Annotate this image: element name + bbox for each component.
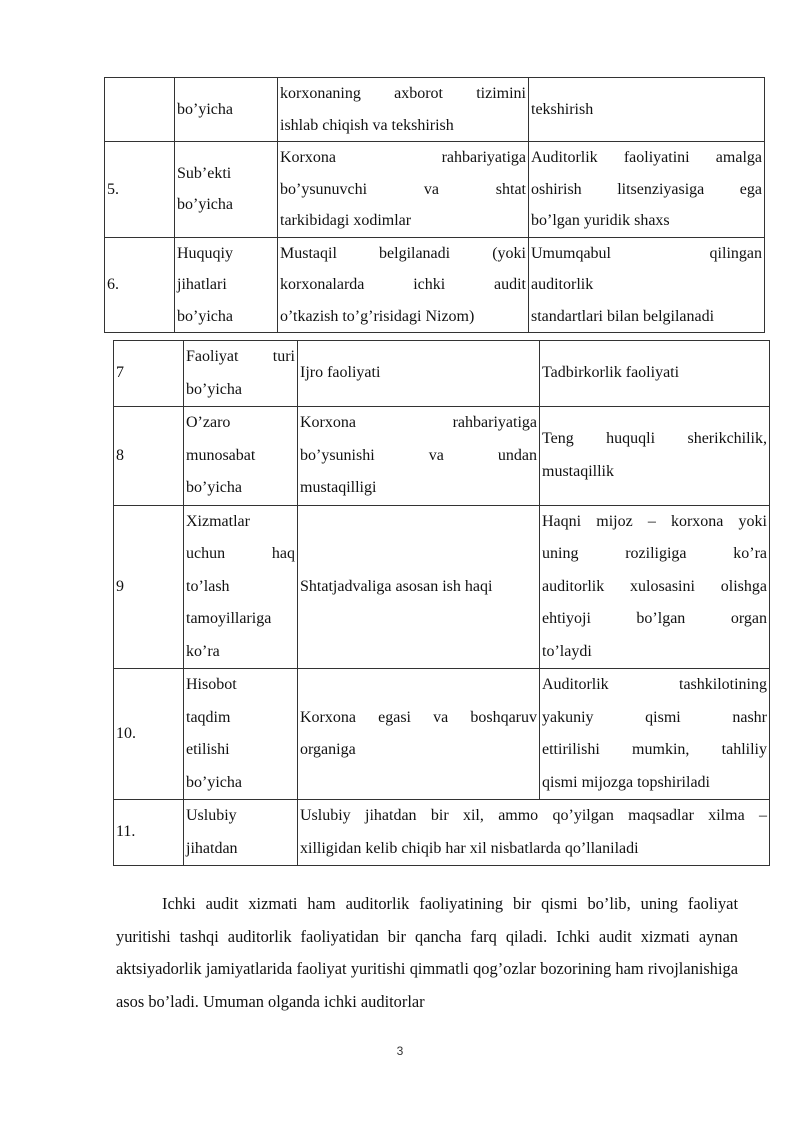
cell-line: Xizmatlar — [186, 512, 250, 530]
cell-line: uchun haq — [186, 545, 295, 562]
row-number-cell: 7 — [114, 341, 184, 407]
criterion-cell — [184, 341, 298, 407]
external-audit-cell — [540, 505, 770, 669]
cell-line: Faoliyat turi — [186, 348, 295, 365]
cell-line: Sub’ekti — [177, 164, 232, 182]
table-row — [105, 237, 765, 333]
cell-line: bo’yicha — [186, 380, 242, 398]
cell-line: ehtiyoji bo’lgan organ — [542, 610, 767, 627]
cell-line: Korxona rahbariyatiga — [280, 149, 526, 166]
row-number-cell: 5. — [105, 142, 175, 238]
cell-line: bo’ysunuvchi va shtat — [280, 180, 526, 198]
cell-line: auditorlik xulosasini olishga — [542, 577, 767, 595]
table-row — [114, 407, 770, 506]
cell-line: Umumqabul qilingan — [531, 244, 762, 262]
cell-line: Auditorlik faoliyatini amalga — [531, 149, 762, 166]
page-number: 3 — [396, 1044, 404, 1058]
cell-line: bo’yicha — [177, 100, 233, 118]
cell-line: Tadbirkorlik faoliyati — [542, 364, 680, 382]
table-top-body — [105, 78, 765, 333]
criterion-cell — [175, 237, 278, 333]
cell-line: Shtatjadvaliga asosan ish haqi — [300, 577, 493, 595]
cell-line: mustaqillik — [542, 462, 614, 480]
cell-line: oshirish litsenziyasiga ega — [531, 180, 762, 198]
cell-line: Auditorlik tashkilotining — [542, 676, 767, 693]
cell-line: ettirilishi mumkin, tahliliy — [542, 741, 767, 758]
cell-line: Huquqiy — [177, 244, 233, 262]
cell-line: ko’ra — [186, 642, 220, 660]
cell-line: O’zaro — [186, 414, 231, 431]
row-number-cell: 6. — [105, 237, 175, 333]
cell-line: jihatdan — [186, 839, 238, 857]
cell-line: Ijro faoliyati — [300, 364, 381, 382]
internal-audit-cell — [298, 341, 540, 407]
cell-line: Korxona egasi va boshqaruv — [300, 708, 537, 726]
external-audit-cell — [540, 341, 770, 407]
cell-line: yakuniy qismi nashr — [542, 708, 767, 726]
cell-line: Korxona rahbariyatiga — [300, 414, 537, 431]
cell-line: bo’yicha — [177, 196, 233, 214]
table-row — [114, 669, 770, 800]
internal-audit-cell — [278, 237, 529, 333]
cell-line: etilishi — [186, 741, 230, 758]
criterion-cell — [184, 669, 298, 800]
table-row — [114, 800, 770, 866]
cell-line: mustaqilligi — [300, 479, 377, 496]
cell-line: to’lash — [186, 577, 230, 595]
internal-audit-cell — [298, 669, 540, 800]
external-audit-cell — [540, 669, 770, 800]
cell-line: Mustaqil belgilanadi (yoki — [280, 244, 526, 262]
cell-line: o’tkazish to’g’risidagi Nizom) — [280, 307, 475, 325]
cell-line: Hisobot — [186, 676, 237, 693]
cell-line: taqdim — [186, 708, 231, 726]
table-row — [114, 341, 770, 407]
cell-line: munosabat — [186, 446, 256, 464]
cell-line: ishlab chiqish va tekshirish — [280, 116, 454, 134]
external-audit-cell — [529, 142, 765, 238]
cell-line: tekshirish — [531, 100, 594, 118]
cell-line: bo’ysunishi va undan — [300, 446, 537, 464]
cell-line: Uslubiy — [186, 807, 237, 824]
cell-line: jihatlari — [177, 276, 227, 293]
cell-line: bo’lgan yuridik shaxs — [531, 212, 670, 229]
external-audit-cell — [529, 78, 765, 142]
cell-line: bo’yicha — [186, 479, 242, 496]
cell-line: organiga — [300, 741, 356, 758]
internal-audit-cell — [298, 407, 540, 506]
table-bottom-body — [114, 341, 770, 866]
cell-line: korxonaning axborot tizimini — [280, 85, 526, 102]
internal-audit-cell — [278, 78, 529, 142]
criterion-cell — [175, 78, 278, 142]
table-row — [105, 142, 765, 238]
cell-line: tamoyillariga — [186, 610, 272, 627]
table-row — [105, 78, 765, 142]
cell-line: uning roziligiga ko’ra — [542, 545, 767, 562]
merged-comparison-cell — [298, 800, 770, 866]
cell-line: qismi mijozga topshiriladi — [542, 773, 710, 791]
criterion-cell — [184, 407, 298, 506]
row-number-cell: 9 — [114, 505, 184, 669]
body-paragraph: Ichki audit xizmati ham auditorlik faoliyatining bir qismi bo’lib, uning faoliyat yuritishi tashqi auditorlik faoliyatidan bir qancha farq qiladi. Ichki audit xizmati aynan aktsiyadorlik jamiyatlarida faoliyat yuritishi qimmatli qog’ozlar bozorining ham rivojlanishiga asos bo’ladi. Umuman olganda ichki auditorlar — [116, 894, 738, 1011]
row-number-cell: 11. — [114, 800, 184, 866]
criterion-cell — [184, 800, 298, 866]
criterion-cell — [175, 142, 278, 238]
row-number-cell: 10. — [114, 669, 184, 800]
cell-line: auditorlik — [531, 276, 594, 293]
comparison-table-continued — [104, 77, 765, 333]
criterion-cell — [184, 505, 298, 669]
cell-line: to’laydi — [542, 642, 592, 660]
cell-line: xilligidan kelib chiqib har xil nisbatlarda qo’llaniladi — [300, 839, 639, 857]
external-audit-cell — [540, 407, 770, 506]
cell-line: korxonalarda ichki audit — [280, 276, 526, 293]
comparison-table-lower — [113, 340, 770, 866]
cell-line: bo’yicha — [177, 307, 233, 325]
table-row — [114, 505, 770, 669]
cell-line: Teng huquqli sherikchilik, — [542, 430, 767, 448]
internal-audit-cell — [278, 142, 529, 238]
cell-line: standartlari bilan belgilanadi — [531, 307, 715, 325]
row-number-cell: 8 — [114, 407, 184, 506]
row-number-cell — [105, 78, 175, 142]
cell-line: Uslubiy jihatdan bir xil, ammo qo’yilgan maqsadlar xilma – — [300, 807, 767, 824]
cell-line: Haqni mijoz – korxona yoki — [542, 512, 767, 530]
cell-line: tarkibidagi xodimlar — [280, 212, 412, 229]
external-audit-cell — [529, 237, 765, 333]
internal-audit-cell — [298, 505, 540, 669]
cell-line: bo’yicha — [186, 773, 242, 791]
